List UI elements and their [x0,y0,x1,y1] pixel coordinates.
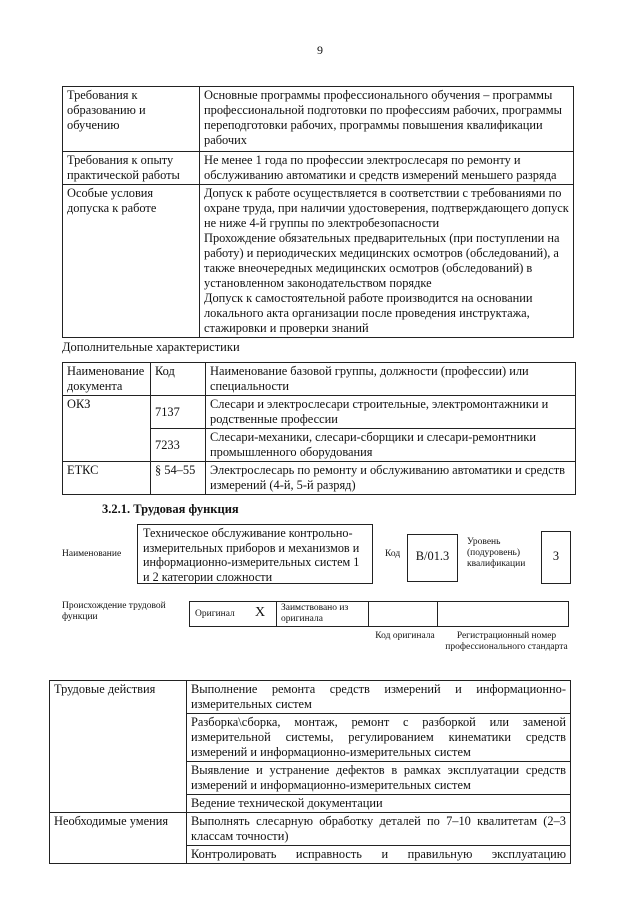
requirement-label: Особые условия допуска к работе [63,185,200,338]
original-mark: X [255,605,266,620]
table-row [63,396,576,429]
code-cell: 7233 [151,429,206,462]
table-row [50,681,571,714]
doc-label: ЕТКС [63,462,151,495]
requirement-label: Требования к образованию и обучению [63,87,200,152]
requirement-value: Основные программы профессионального обучения – программы профессиональной подготовки по профессиям рабочих, программы переподготовки рабочих, программы повышения квалификации рабочих [200,87,574,152]
table-row [63,152,574,185]
action-item: Ведение технической документации [187,795,571,813]
table-row [63,185,574,338]
column-header: Наименование базовой группы, должности (профессии) или специальности [206,363,576,396]
labor-table [49,680,571,864]
requirement-line: Допуск к самостоятельной работе производится на основании локального акта организации после проведения инструктажа, стажировки и проверки знаний [204,291,533,335]
name-cell: Электрослесарь по ремонту и обслуживанию автоматики и средств измерений (4-й, 5-й разряд) [206,462,576,495]
original-label: Оригинал [195,609,235,619]
skill-item: Контролировать исправность и правильную эксплуатацию [187,846,571,864]
skills-label: Необходимые умения [50,813,187,864]
requirement-value: Не менее 1 года по профессии электрослесаря по ремонту и обслуживанию автоматики и средств измерений меньшего разряда [200,152,574,185]
reg-number-label: Регистрационный номер профессионального стандарта [445,631,568,652]
requirement-value [200,185,574,338]
table-row [50,813,571,846]
name-cell: Слесари и электрослесари строительные, электромонтажники и родственные профессии [206,396,576,429]
action-item: Выполнение ремонта средств измерений и информационно-измерительных систем [187,681,571,714]
code-original-label: Код оригинала [375,631,435,641]
additional-table [62,362,576,495]
action-item: Разборка\сборка, монтаж, ремонт с разборкой или заменой измерительной системы, регулированием кинематики средств измерений и информационно-измерительных систем [187,714,571,762]
origin-divider [437,601,438,627]
doc-label: ОКЗ [63,396,151,462]
requirement-line: Прохождение обязательных предварительных (при поступлении на работу) и периодических медицинских осмотров (обследований), а также внеочередных медицинских осмотров (обследований) в установленном законодательством порядке [204,231,560,290]
column-header: Код [151,363,206,396]
code-cell: § 54–55 [151,462,206,495]
function-name-box: Техническое обслуживание контрольно-измерительных приборов и механизмов и информационно-измерительных систем 1 и 2 категории сложности [137,524,373,584]
column-header: Наименование документа [63,363,151,396]
function-title: 3.2.1. Трудовая функция [102,502,239,516]
name-label: Наименование [62,549,122,559]
code-label: Код [385,549,401,559]
origin-divider [276,601,277,627]
action-item: Выявление и устранение дефектов в рамках эксплуатации средств измерений и информационно-измерительных систем [187,762,571,795]
borrowed-label: Заимствовано из оригинала [281,603,349,624]
requirement-label: Требования к опыту практической работы [63,152,200,185]
requirements-table [62,86,574,338]
section-heading: Дополнительные характеристики [62,340,240,354]
table-row [63,87,574,152]
table-row [63,462,576,495]
name-cell: Слесари-механики, слесари-сборщики и слесари-ремонтники промышленного оборудования [206,429,576,462]
origin-divider [368,601,369,627]
page-number: 9 [317,43,323,57]
actions-label: Трудовые действия [50,681,187,813]
function-code-box: B/01.3 [407,534,458,582]
level-label: Уровень (подуровень) квалификации [467,537,526,569]
table-header-row [63,363,576,396]
code-cell: 7137 [151,396,206,429]
skill-item: Выполнять слесарную обработку деталей по 7–10 квалитетам (2–3 классам точности) [187,813,571,846]
requirement-line: Допуск к работе осуществляется в соответствии с требованиями по охране труда, при наличии удостоверения, подтверждающего допуск не ниже 4-й группы по электробезопасности [204,186,569,230]
origin-label: Происхождение трудовой функции [62,601,166,622]
level-box: 3 [541,531,571,584]
origin-box [189,601,569,627]
